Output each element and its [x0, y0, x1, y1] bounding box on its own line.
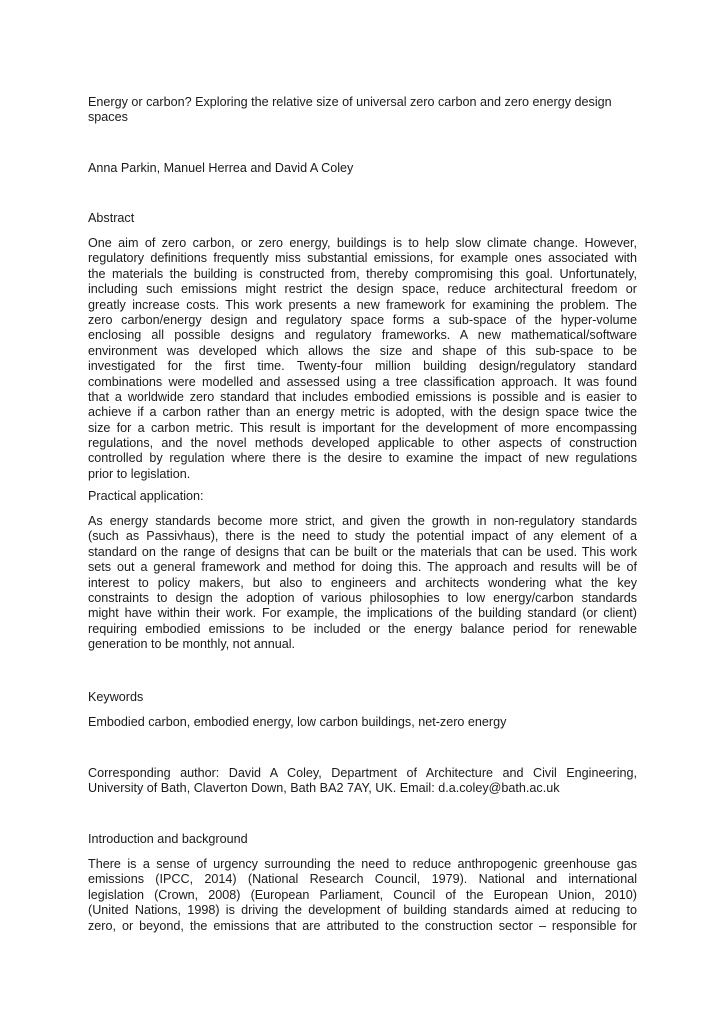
practical-line: interest to policy makers, but also to engineers and architects wondering what the key: [88, 575, 637, 590]
title-line: spaces: [88, 110, 128, 125]
keywords-heading: Keywords: [88, 690, 144, 704]
abstract-heading: Abstract: [88, 211, 135, 225]
practical-line: requiring embodied emissions to be included or the energy balance period for renewable: [88, 621, 637, 636]
corresponding-author-line: [88, 781, 637, 796]
abstract-line: achieve if a carbon rather than an energy metric is adopted, with the design space twice the: [88, 405, 637, 420]
corresponding-author-line: Corresponding author: David A Coley, Department of Architecture and Civil Engineering,: [88, 766, 637, 780]
practical-line: might have within their work. For example, the implications of the building standard (or client): [88, 606, 637, 621]
practical-line: As energy standards become more strict, and given the growth in non-regulatory standards: [88, 514, 637, 528]
abstract-line: regulatory definitions frequently miss substantial emissions, for example ones associated with: [88, 251, 637, 266]
abstract-line: zero carbon/energy design and regulatory space forms a sub-space of the hyper-volume: [88, 312, 637, 327]
abstract-body: [88, 236, 637, 482]
abstract-line: that a worldwide zero standard that includes embodied emissions is possible and is easier to: [88, 389, 637, 404]
abstract-line: size for a carbon metric. This result is important for the development of more encompassing: [88, 420, 637, 435]
abstract-line: regulations, and the novel methods developed applicable to other aspects of construction: [88, 436, 637, 451]
abstract-line: greatly increase costs. This work presents a new framework for examining the problem. The: [88, 297, 637, 312]
keywords-list: [88, 715, 637, 730]
abstract-line: One aim of zero carbon, or zero energy, buildings is to help slow climate change. However,: [88, 236, 637, 250]
abstract-line: controlled by regulation where there is the desire to examine the impact of new regulations: [88, 451, 637, 466]
introduction-line: zero, or beyond, the emissions that are attributed to the construction sector – responsible for: [88, 918, 637, 933]
practical-application-body: [88, 514, 637, 653]
practical-line: sets out a general framework and method for doing this. The approach and results will be of: [88, 560, 637, 575]
address-text: University of Bath, Claverton Down, Bath BA2 7AY, UK. Email:: [88, 781, 439, 796]
practical-line: generation to be monthly, not annual.: [88, 637, 296, 652]
abstract-line: enclosing all possible designs and regulatory frameworks. A new mathematical/software: [88, 328, 637, 343]
abstract-line: prior to legislation.: [88, 466, 191, 481]
authors: Anna Parkin, Manuel Herrea and David A Coley: [88, 161, 354, 175]
author-list: [88, 161, 637, 176]
abstract-line: including such emissions might restrict the design space, reduce architectural freedom or: [88, 282, 637, 297]
practical-line: (such as Passivhaus), there is the need to study the potential impact of any element of a: [88, 529, 637, 544]
introduction-line: emissions (IPCC, 2014) (National Research Council, 1979). National and international: [88, 872, 637, 887]
practical-application-heading: Practical application:: [88, 489, 204, 503]
title-line: Energy or carbon? Exploring the relative size of universal zero carbon and zero energy design: [88, 95, 612, 109]
introduction-line: legislation (Crown, 2008) (European Parliament, Council of the European Union, 2010): [88, 887, 637, 902]
practical-line: constraints to design the adoption of various philosophies to low energy/carbon standards: [88, 590, 637, 605]
corresponding-author: [88, 766, 637, 797]
practical-line: standard on the range of designs that can be built or the materials that can be used. This work: [88, 544, 637, 559]
abstract-line: the materials the building is constructed from, thereby compromising this goal. Unfortunately,: [88, 266, 637, 281]
abstract-line: combinations were modelled and assessed using a tree classification approach. It was found: [88, 374, 637, 389]
introduction-body: [88, 857, 637, 934]
introduction-line: There is a sense of urgency surrounding the need to reduce anthropogenic greenhouse gas: [88, 857, 637, 871]
introduction-heading: Introduction and background: [88, 832, 248, 846]
keywords-text: Embodied carbon, embodied energy, low carbon buildings, net-zero energy: [88, 715, 507, 729]
email-link[interactable]: d.a.coley@bath.ac.uk: [438, 781, 560, 796]
abstract-line: investigated for the first time. Twenty-four million building design/regulatory standard: [88, 359, 637, 374]
paper-title: [88, 95, 637, 126]
abstract-line: environment was developed which allows the size and shape of this sub-space to be: [88, 343, 637, 358]
introduction-line: (United Nations, 1998) is driving the development of building standards aimed at reducing to: [88, 903, 637, 918]
